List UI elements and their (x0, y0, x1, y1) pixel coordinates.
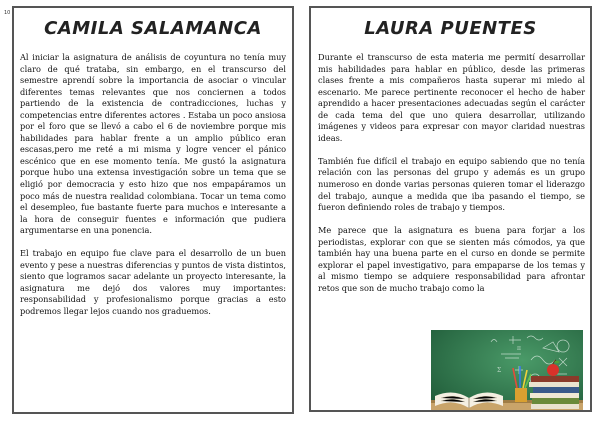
paragraph: Durante el transcurso de esta materia me permití desarrollar mis habilidades para hablar en público, desde las primeras clases frente a mis compañeros hasta superar mi miedo al escenario. Me parece pertinente reconocer el hecho de haber aprendido a hacer presentaciones adecuadas según el carácter de cada tema del que uno quiera desarrollar, utilizando imágenes y videos para expresar con mayor claridad nuestras ideas. (318, 52, 585, 143)
page-number-left: 10 (4, 10, 11, 16)
essay-text-left (20, 52, 286, 329)
right-page (309, 6, 592, 412)
author-name-left: CAMILA SALAMANCA (44, 18, 262, 39)
paragraph: También fue difícil el trabajo en equipo sabiendo que no tenía relación con las personas del grupo y además es un grupo numeroso en donde varias personas quieren tomar el liderazgo del trabajo, aunque a medida que iba pasando el tiempo, se fueron definiendo roles de trabajo y tiempos. (318, 155, 585, 213)
svg-text:Σ: Σ (497, 367, 502, 374)
paragraph: Al iniciar la asignatura de análisis de coyuntura no tenía muy claro de qué trataba, sin embargo, en el transcurso del semestre aprendí sobre la importancia de asociar o vincular diferentes temas relevantes que nos conciernen a todos partiendo de la existencia de contradicciones, luchas y competencias entre diferentes actores . Estaba un poco ansiosa por el foro que se llevó a cabo el 6 de noviembre porque mis habilidades para hablar frente a un amplio público eran escasas,pero me reté a mi misma y logre vencer el pánico escénico que en ese momento tenía. Me gustó la asignatura porque hubo una extensa investigación sobre un tema que se eligió por democracia y esto hizo que nos empapáramos un poco más de nuestra realidad colombiana. Tocar un tema como el desempleo, fue bastante fuerte para muchos e interesante a la hora de conseguir fuentes e información que pudiera argumentarse en una ponencia. (20, 52, 286, 236)
author-name-right: LAURA PUENTES (364, 18, 537, 39)
paragraph: El trabajo en equipo fue clave para el desarrollo de un buen evento y pese a nuestras diferencias y puntos de vista distintos, siento que logramos sacar adelante un proyecto interesante, la asignatura me dejó dos valores muy importantes: responsabilidad y profesionalismo porque gracias a esto podremos llegar lejos cuando nos graduemos. (20, 248, 286, 316)
left-page (12, 6, 294, 414)
essay-text-right (318, 52, 585, 306)
paragraph: Me parece que la asignatura es buena para forjar a los periodistas, explorar con que se sienten más cómodos, ya que también hay una buena parte en el curso en donde se permite explorar el papel investigativo, para empaparse de los temas y al mismo tiempo se adquiere responsabilidad para afrontar retos que son de mucho trabajo como la (318, 225, 585, 293)
svg-text:π: π (517, 345, 521, 352)
chalkboard-books-photo (431, 330, 583, 412)
